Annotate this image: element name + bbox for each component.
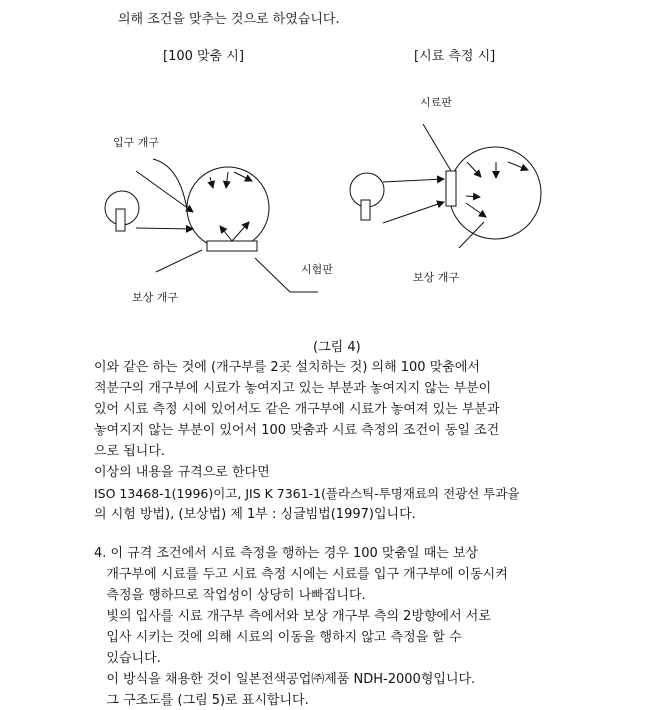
left-lens [116, 209, 125, 231]
figure-caption: (그림 4) [313, 340, 361, 355]
section-line: 이 방식을 채용한 것이 일본전색공업㈜제품 NDH-2000형입니다. [94, 672, 476, 687]
section-line: 개구부에 시료를 두고 시료 측정 시에는 시료를 입구 개구부에 이동시켜 [94, 567, 508, 582]
paragraph-line: 놓여지지 않는 부분이 있어서 100 맞춤과 시료 측정의 조건이 동일 조건 [94, 423, 500, 438]
paragraph-line: 의 시험 방법), (보상법) 제 1부 : 싱글빔법(1997)입니다. [94, 507, 416, 522]
paragraph-line: ISO 13468-1(1996)이고, JIS K 7361-1(플라스틱-투명재료의 전광선 투과율 [94, 486, 520, 501]
left-figure-title: [100 맞춤 시] [163, 49, 244, 64]
section-line: 4. 이 규격 조건에서 시료 측정을 행하는 경우 100 맞춤일 때는 보상 [94, 546, 479, 561]
label-sample-plate: 시료판 [420, 96, 452, 109]
section-line: 있습니다. [94, 651, 161, 666]
right-figure-title: [시료 측정 시] [414, 49, 496, 64]
label-inlet-opening: 입구 개구 [113, 136, 160, 149]
integrating-sphere-diagram [0, 0, 667, 340]
top-line: 의해 조건을 맞추는 것으로 하였습니다. [118, 12, 340, 27]
section-line: 측정을 행하므로 작업성이 상당히 나빠집니다. [94, 588, 366, 603]
sample-plate [446, 171, 456, 206]
test-plate [207, 241, 257, 251]
section-line: 빛의 입사를 시료 개구부 측에서와 보상 개구부 측의 2방향에서 서로 [94, 609, 491, 624]
paragraph-line: 적분구의 개구부에 시료가 놓여지고 있는 부분과 놓여지지 않는 부분이 [94, 381, 492, 396]
right-lens [361, 200, 370, 220]
label-left-compensation-opening: 보상 개구 [132, 291, 179, 304]
right-integrating-sphere [449, 147, 541, 239]
label-test-plate: 시험판 [301, 263, 333, 276]
paragraph-line: 이와 같은 하는 것에 (개구부를 2곳 설치하는 것) 의해 100 맞춤에서 [94, 360, 480, 375]
paragraph-line: 이상의 내용을 규격으로 한다면 [94, 465, 270, 480]
paragraph-line: 으로 됩니다. [94, 444, 166, 459]
section-line: 입사 시키는 것에 의해 시료의 이동을 행하지 않고 측정을 할 수 [94, 630, 462, 645]
label-right-compensation-opening: 보상 개구 [413, 271, 460, 284]
paragraph-line: 있어 시료 측정 시에 있어서도 같은 개구부에 시료가 놓여져 있는 부분과 [94, 402, 500, 417]
section-line: 그 구조도를 (그림 5)로 표시합니다. [94, 693, 309, 708]
